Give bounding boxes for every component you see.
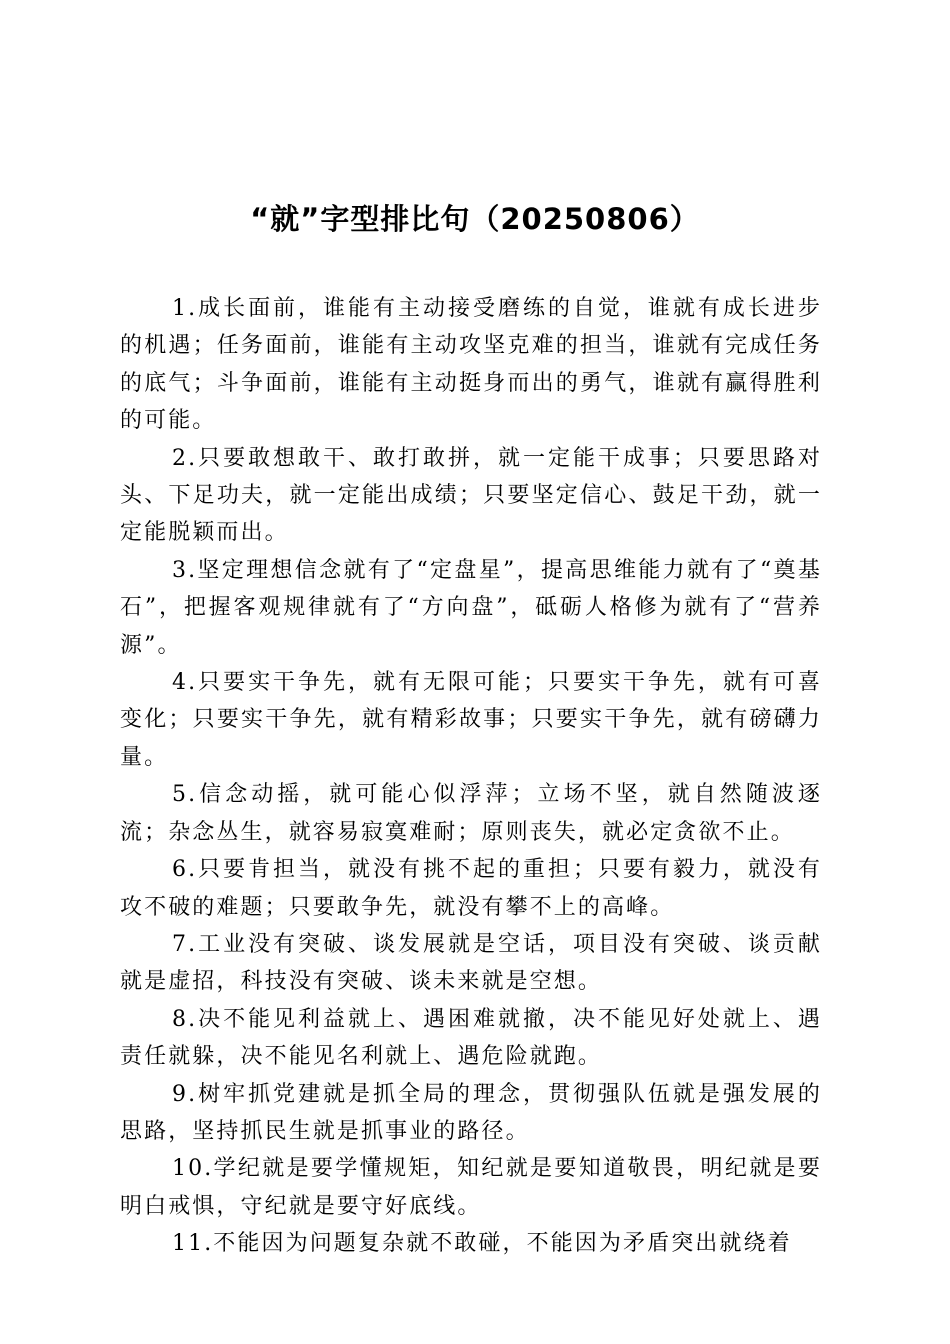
- paragraph-9: 9.树牢抓党建就是抓全局的理念，贯彻强队伍就是强发展的思路，坚持抓民生就是抓事业的路径。: [120, 1081, 822, 1144]
- paragraph-11: 11.不能因为问题复杂就不敢碰，不能因为矛盾突出就绕着: [172, 1231, 792, 1257]
- paragraph-10: 10.学纪就是要学懂规矩，知纪就是要知道敬畏，明纪就是要明白戒惧，守纪就是要守好底线。: [120, 1156, 822, 1219]
- paragraph-7: 7.工业没有突破、谈发展就是空话，项目没有突破、谈贡献就是虚招，科技没有突破、谈未来就是空想。: [120, 931, 822, 995]
- document-title: “就”字型排比句（20250806）: [250, 202, 700, 236]
- paragraph-6: 6.只要肯担当，就没有挑不起的重担；只要有毅力，就没有攻不破的难题；只要敢争先，就没有攀不上的高峰。: [120, 857, 822, 920]
- paragraph-3: 3.坚定理想信念就有了“定盘星”，提高思维能力就有了“奠基石”，把握客观规律就有了“方向盘”，砥砺人格修为就有了“营养源”。: [120, 557, 822, 658]
- paragraph-4: 4.只要实干争先，就有无限可能；只要实干争先，就有可喜变化；只要实干争先，就有精彩故事；只要实干争先，就有磅礴力量。: [120, 670, 822, 770]
- document-body: [120, 290, 822, 1263]
- paragraph-2: 2.只要敢想敢干、敢打敢拼，就一定能干成事；只要思路对头、下足功夫，就一定能出成绩；只要坚定信心、鼓足干劲，就一定能脱颖而出。: [120, 445, 822, 546]
- paragraph-8: 8.决不能见利益就上、遇困难就撤，决不能见好处就上、遇责任就躲，决不能见名利就上、遇危险就跑。: [120, 1006, 822, 1070]
- paragraph-1: 1.成长面前，谁能有主动接受磨练的自觉，谁就有成长进步的机遇；任务面前，谁能有主动攻坚克难的担当，谁就有完成任务的底气；斗争面前，谁能有主动挺身而出的勇气，谁就有赢得胜利的可能。: [120, 296, 822, 434]
- paragraph-5: 5.信念动摇，就可能心似浮萍；立场不坚，就自然随波逐流；杂念丛生，就容易寂寞难耐；原则丧失，就必定贪欲不止。: [120, 782, 822, 845]
